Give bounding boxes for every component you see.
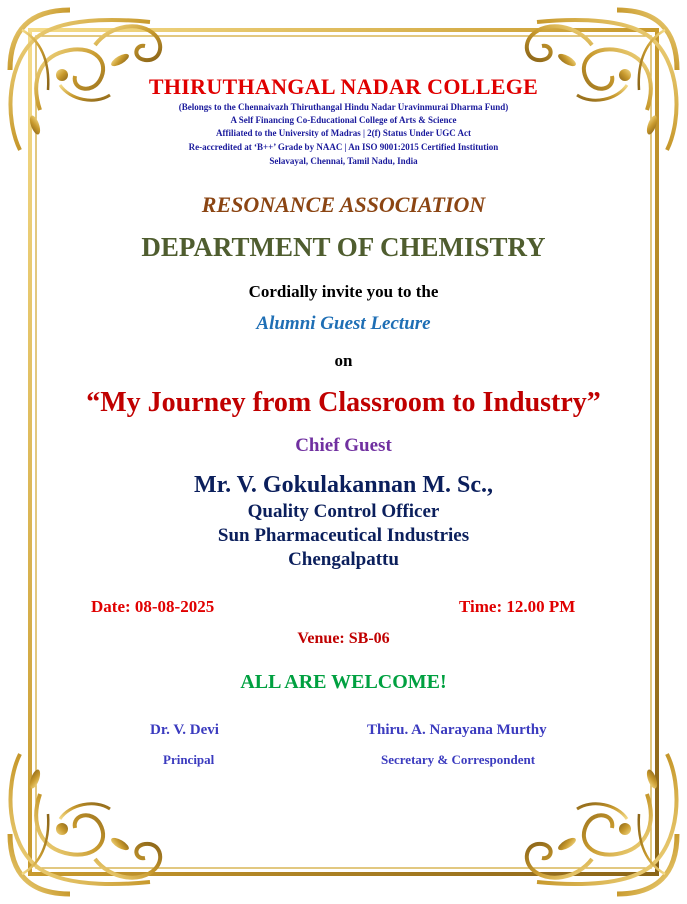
lecture-topic: “My Journey from Classroom to Industry” bbox=[86, 387, 601, 418]
event-date: Date: 08-08-2025 bbox=[91, 597, 215, 616]
college-detail-line: Affiliated to the University of Madras | 2(f) Status Under UGC Act bbox=[215, 128, 472, 138]
college-detail-line: (Belongs to the Chennaivazh Thiruthangal Hindu Nadar Uravinmurai Dharma Fund) bbox=[178, 102, 509, 112]
on-text: on bbox=[334, 351, 353, 370]
college-detail-line: A Self Financing Co-Educational College of Arts & Science bbox=[230, 115, 457, 125]
department-title: DEPARTMENT OF CHEMISTRY bbox=[141, 232, 546, 262]
signatory-name-secretary: Thiru. A. Narayana Murthy bbox=[367, 722, 547, 738]
event-venue: Venue: SB-06 bbox=[297, 630, 390, 647]
chief-guest-label: Chief Guest bbox=[295, 435, 392, 456]
chief-guest-place: Chengalpattu bbox=[288, 549, 399, 570]
welcome-message: ALL ARE WELCOME! bbox=[240, 671, 447, 693]
event-type: Alumni Guest Lecture bbox=[256, 313, 431, 334]
chief-guest-organization: Sun Pharmaceutical Industries bbox=[217, 525, 470, 546]
event-time: Time: 12.00 PM bbox=[459, 597, 576, 616]
college-name: THIRUTHANGAL NADAR COLLEGE bbox=[148, 74, 539, 99]
signatory-title-principal: Principal bbox=[163, 752, 215, 767]
college-detail-line: Selavayal, Chennai, Tamil Nadu, India bbox=[269, 156, 418, 166]
chief-guest-designation: Quality Control Officer bbox=[247, 501, 440, 522]
chief-guest-name: Mr. V. Gokulakannan M. Sc., bbox=[194, 472, 493, 498]
college-detail-line: Re-accredited at ‘B++’ Grade by NAAC | An ISO 9001:2015 Certified Institution bbox=[188, 142, 499, 152]
association-title: RESONANCE ASSOCIATION bbox=[201, 192, 486, 217]
signatory-title-secretary: Secretary & Correspondent bbox=[381, 752, 536, 767]
invite-text: Cordially invite you to the bbox=[248, 282, 439, 301]
signatory-name-principal: Dr. V. Devi bbox=[150, 722, 219, 738]
